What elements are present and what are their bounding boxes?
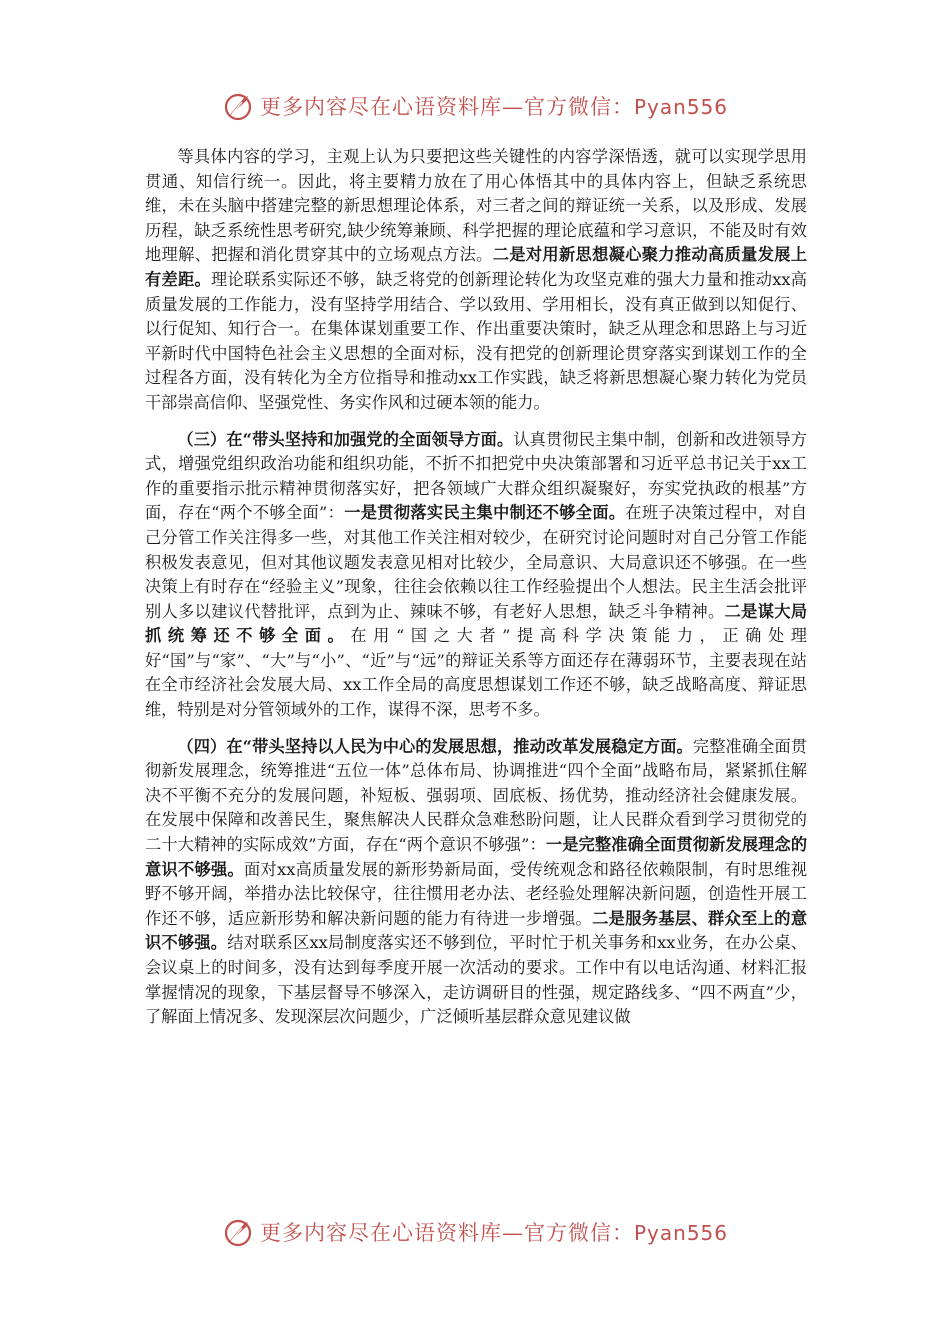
- quill-logo-icon: [222, 90, 254, 122]
- footer-banner: [0, 1212, 950, 1252]
- header-banner: [0, 86, 950, 126]
- quill-logo-icon: [222, 1216, 254, 1248]
- footer-banner-text: 更多内容尽在心语资料库—官方微信：Pyan556: [259, 1221, 728, 1245]
- paragraph-section-3: （三）在“带头坚持和加强党的全面领导方面。认真贯彻民主集中制，创新和改进领导方式，增强党组织政治功能和组织功能，不折不扣把党中央决策部署和习近平总书记关于xx工作的重要指示批示精神贯彻落实好，把各领域广大群众组织凝聚好，夯实党执政的根基”方面，存在“两个不够全面”：一是贯彻落实民主集中制还不够全面。在班子决策过程中，对自己分管工作关注得多一些，对其他工作关注相对较少，在研究讨论问题时对自己分管工作能积极发表意见，但对其他议题发表意见相对比较少，全局意识、大局意识还不够强。在一些决策上有时存在“经验主义”现象，往往会依赖以往工作经验提出个人想法。民主生活会批评别人多以建议代替批评，点到为止、辣味不够，有老好人思想，缺乏斗争精神。二是谋大局抓统筹还不够全面。在用“国之大者”提高科学决策能力，正确处理好“国”与“家”、“大”与“小”、“近”与“远”的辩证关系等方面还存在薄弱环节，主要表现在站在全市经济社会发展大局、xx工作全局的高度思想谋划工作还不够，缺乏战略高度、辩证思维，特别是对分管领域外的工作，谋得不深，思考不多。: [145, 429, 808, 720]
- paragraph-1: 等具体内容的学习，主观上认为只要把这些关键性的内容学深悟透，就可以实现学思用贯通、知信行统一。因此，将主要精力放在了用心体悟其中的具体内容上，但缺乏系统思维，未在头脑中搭建完整的新思想理论体系，对三者之间的辩证统一关系，以及形成、发展历程，缺乏系统性思考研究,缺少统筹兼顾、科学把握的理论底蕴和学习意识，不能及时有效地理解、把握和消化贯穿其中的立场观点方法。二是对用新思想凝心聚力推动高质量发展上有差距。理论联系实际还不够，缺乏将党的创新理论转化为攻坚克难的强大力量和推动xx高质量发展的工作能力，没有坚持学用结合、学以致用、学用相长，没有真正做到以知促行、以行促知、知行合一。在集体谋划重要工作、作出重要决策时，缺乏从理念和思路上与习近平新时代中国特色社会主义思想的全面对标，没有把党的创新理论贯穿落实到谋划工作的全过程各方面，没有转化为全方位指导和推动xx工作实践，缺乏将新思想凝心聚力转化为党员干部崇高信仰、坚强党性、务实作风和过硬本领的能力。: [145, 147, 808, 412]
- header-banner-text: 更多内容尽在心语资料库—官方微信：Pyan556: [259, 95, 728, 119]
- document-body: [145, 145, 807, 1030]
- paragraph-section-4: （四）在“带头坚持以人民为中心的发展思想，推动改革发展稳定方面。完整准确全面贯彻新发展理念，统筹推进“五位一体”总体布局、协调推进“四个全面”战略布局，紧紧抓住解决不平衡不充分的发展问题，补短板、强弱项、固底板、扬优势，推动经济社会健康发展。在发展中保障和改善民生，聚焦解决人民群众急难愁盼问题，让人民群众看到学习贯彻党的二十大精神的实际成效”方面，存在“两个意识不够强”：一是完整准确全面贯彻新发展理念的意识不够强。面对xx高质量发展的新形势新局面，受传统观念和路径依赖限制，有时思维视野不够开阔，举措办法比较保守，往往惯用老办法、老经验处理解决新问题，创造性开展工作还不够，适应新形势和解决新问题的能力有待进一步增强。二是服务基层、群众至上的意识不够强。结对联系区xx局制度落实还不够到位，平时忙于机关事务和xx业务，在办公桌、会议桌上的时间多，没有达到每季度开展一次活动的要求。工作中有以电话沟通、材料汇报掌握情况的现象，下基层督导不够深入，走访调研目的性强，规定路线多、“四不两直”少，了解面上情况多、发现深层次问题少，广泛倾听基层群众意见建议做: [145, 736, 808, 1027]
